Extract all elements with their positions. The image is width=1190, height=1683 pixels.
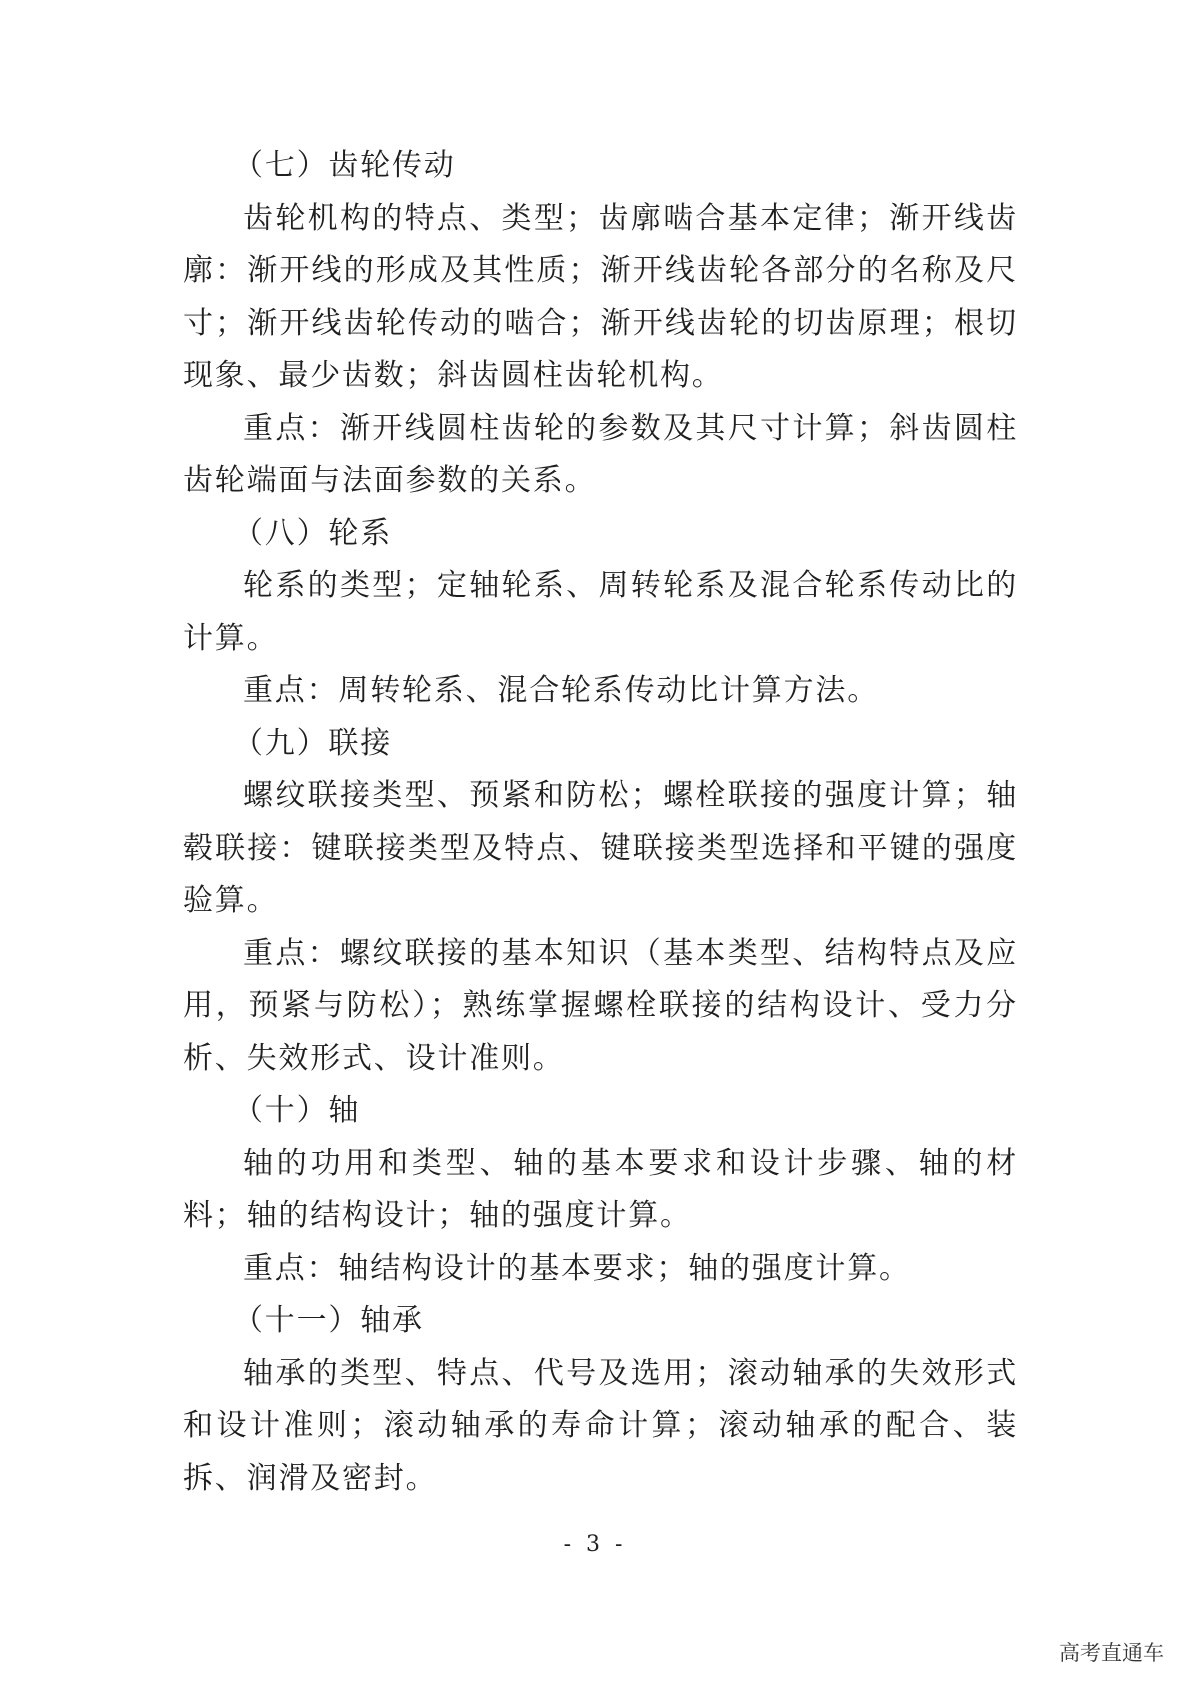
section-heading-gear-train: （八）轮系 [233, 515, 392, 551]
paragraph: 轴的功用和类型、轴的基本要求和设计步骤、轴的材料；轴的结构设计；轴的强度计算。 [183, 1145, 1018, 1233]
key-points-paragraph: 重点：渐开线圆柱齿轮的参数及其尺寸计算；斜齿圆柱齿轮端面与法面参数的关系。 [183, 410, 1018, 498]
paragraph: 轴承的类型、特点、代号及选用；滚动轴承的失效形式和设计准则；滚动轴承的寿命计算；滚动轴承的配合、装拆、润滑及密封。 [183, 1355, 1018, 1496]
page-number: - 3 - [563, 1532, 627, 1557]
section-heading-bearing: （十一）轴承 [233, 1303, 424, 1338]
section-heading-shaft: （十）轴 [233, 1093, 361, 1128]
paragraph: 轮系的类型；定轴轮系、周转轮系及混合轮系传动比的计算。 [183, 568, 1018, 656]
watermark-text: 高考直通车 [1059, 1641, 1164, 1665]
paragraph: 螺纹联接类型、预紧和防松；螺栓联接的强度计算；轴毂联接：键联接类型及特点、键联接类型选择和平键的强度验算。 [183, 778, 1018, 918]
document-body [183, 140, 1018, 1505]
paragraph: 齿轮机构的特点、类型；齿廓啮合基本定律；渐开线齿廓：渐开线的形成及其性质；渐开线齿轮各部分的名称及尺寸；渐开线齿轮传动的啮合；渐开线齿轮的切齿原理；根切现象、最少齿数；斜齿圆柱齿轮机构。 [183, 200, 1018, 393]
key-points-paragraph: 重点：螺纹联接的基本知识（基本类型、结构特点及应用，预紧与防松）；熟练掌握螺栓联接的结构设计、受力分析、失效形式、设计准则。 [183, 935, 1018, 1076]
key-points-paragraph: 重点：轴结构设计的基本要求；轴的强度计算。 [243, 1250, 911, 1286]
section-heading-gear-transmission: （七）齿轮传动 [233, 148, 456, 183]
section-heading-connection: （九）联接 [233, 725, 392, 761]
key-points-paragraph: 重点：周转轮系、混合轮系传动比计算方法。 [243, 673, 879, 708]
